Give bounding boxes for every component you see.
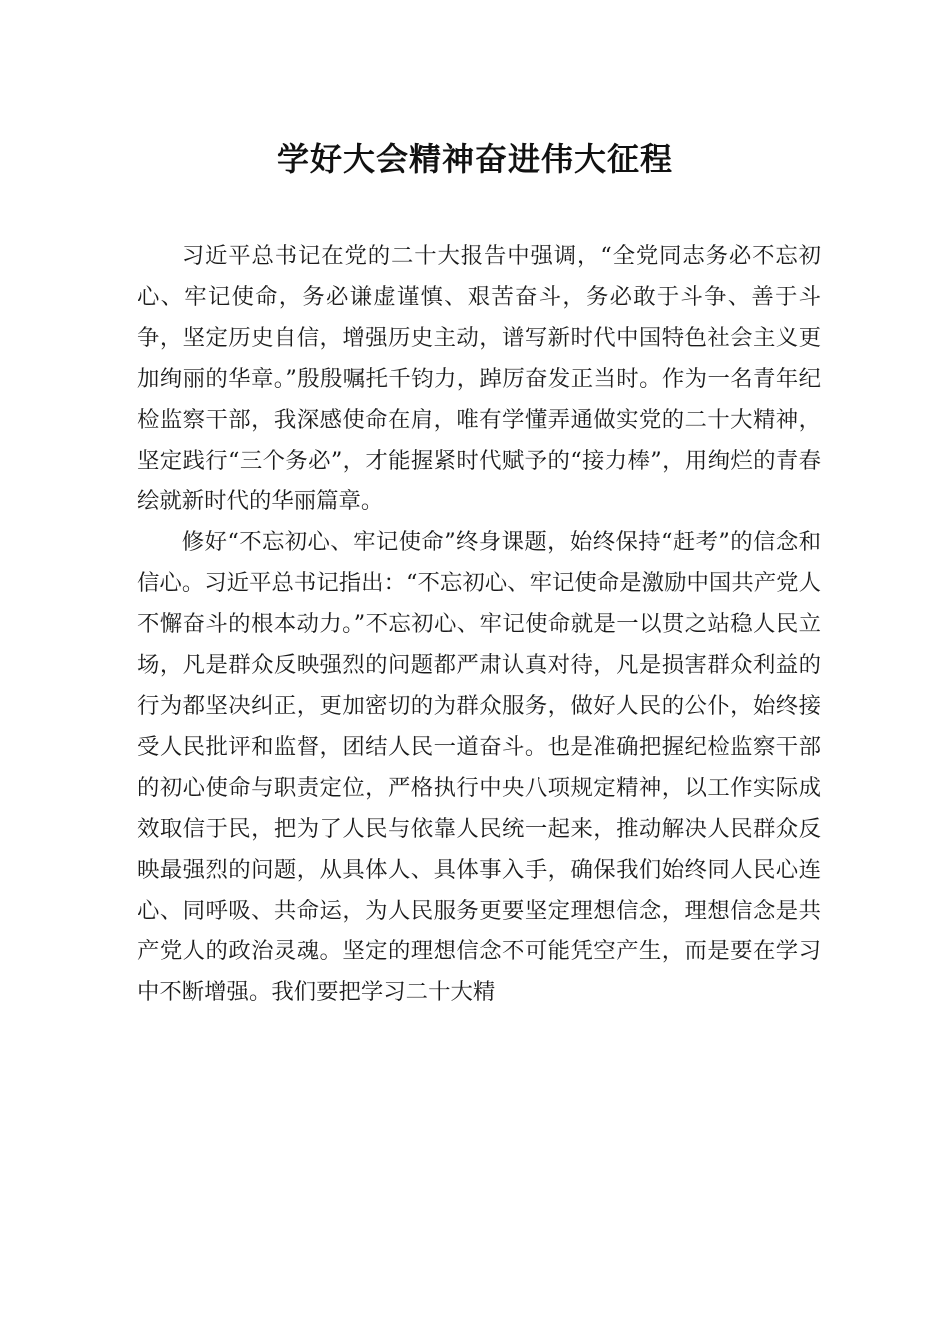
- paragraph-1: 习近平总书记在党的二十大报告中强调，“全党同志务必不忘初心、牢记使命，务必谦虚谨慎、艰苦奋斗，务必敢于斗争、善于斗争，坚定历史自信，增强历史主动，谱写新时代中国特色社会主义更加绚丽的华章。”殷殷嘱托千钧力，踔厉奋发正当时。作为一名青年纪检监察干部，我深感使命在肩，唯有学懂弄通做实党的二十大精神，坚定践行“三个务必”，才能握紧时代赋予的“接力棒”，用绚烂的青春绘就新时代的华丽篇章。: [137, 243, 821, 515]
- document-title: 学好大会精神奋进伟大征程: [276, 140, 673, 178]
- document-body: [137, 236, 821, 1013]
- paragraph-2: 修好“不忘初心、牢记使命”终身课题，始终保持“赶考”的信念和信心。习近平总书记指出：“不忘初心、牢记使命是激励中国共产党人不懈奋斗的根本动力。”不忘初心、牢记使命就是一以贯之站稳人民立场，凡是群众反映强烈的问题都严肃认真对待，凡是损害群众利益的行为都坚决纠正，更加密切的为群众服务，做好人民的公仆，始终接受人民批评和监督，团结人民一道奋斗。也是准确把握纪检监察干部的初心使命与职责定位，严格执行中央八项规定精神，以工作实际成效取信于民，把为了人民与依靠人民统一起来，推动解决人民群众反映最强烈的问题，从具体人、具体事入手，确保我们始终同人民心连心、同呼吸、共命运，为人民服务更要坚定理想信念，理想信念是共产党人的政治灵魂。坚定的理想信念不可能凭空产生，而是要在学习中不断增强。我们要把学习二十大精: [137, 529, 821, 1006]
